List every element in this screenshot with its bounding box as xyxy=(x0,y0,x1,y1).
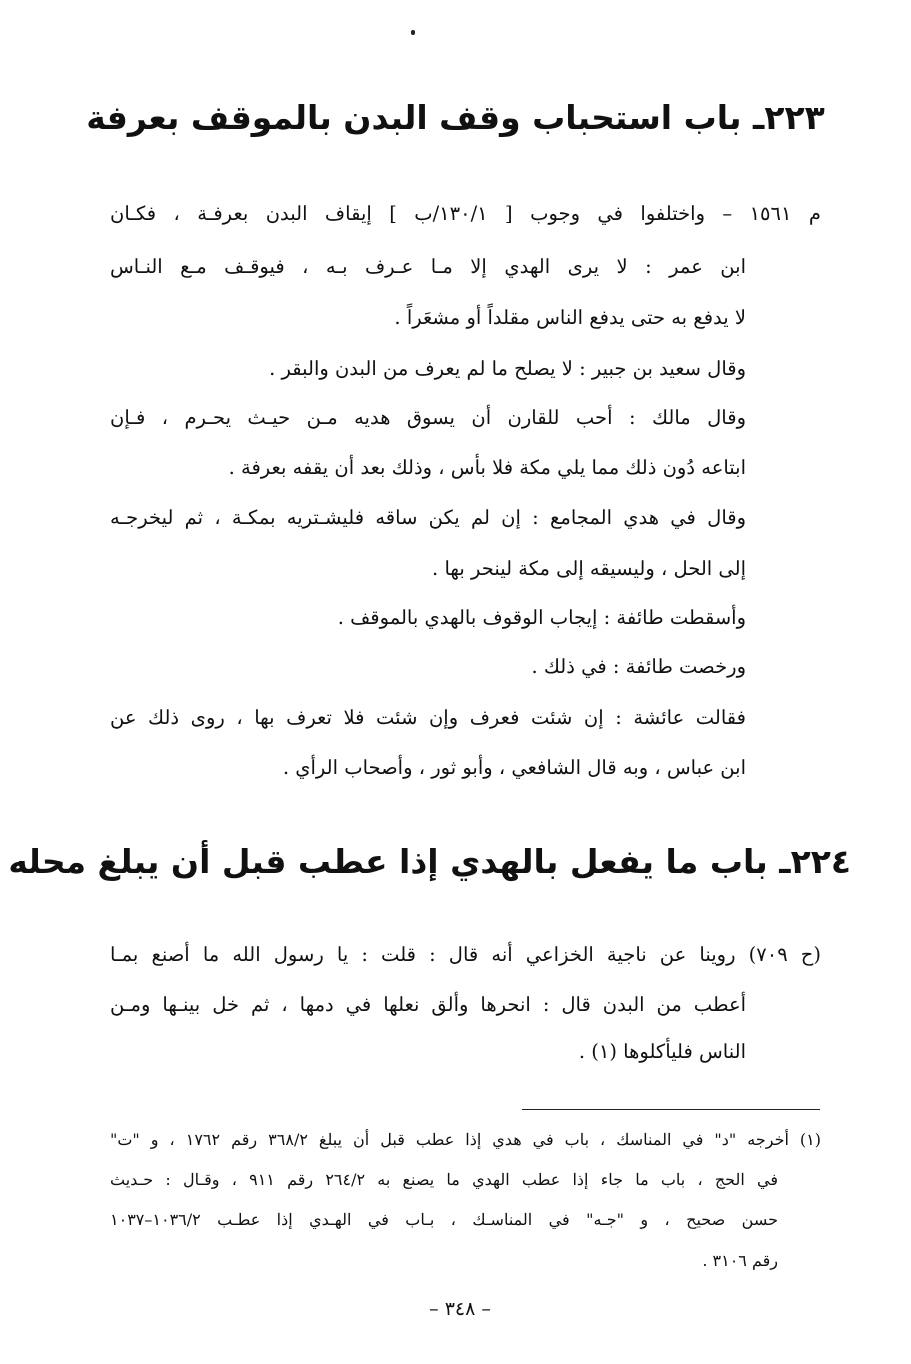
header-dot xyxy=(411,30,415,35)
text-line: وقال في هدي المجامع : إن لم يكن ساقه فليشـتريه بمكـة ، ثم ليخرجـه xyxy=(110,506,746,529)
text-line: وأسقطت طائفة : إيجاب الوقوف بالهدي بالموقف . xyxy=(337,606,746,629)
text-line: ورخصت طائفة : في ذلك . xyxy=(531,655,746,678)
text-line: لا يدفع به حتى يدفع الناس مقلداً أو مشعَراً . xyxy=(394,306,746,329)
text-line: وقال مالك : أحب للقارن أن يسوق هديه مـن حيـث يحـرم ، فـإن xyxy=(110,406,746,429)
footnote-line: (١) أخرجه "د" في المناسك ، باب في هدي إذا عطب قبل أن يبلغ ٣٦٨/٢ رقم ١٧٦٢ ، و "ت" xyxy=(110,1130,822,1149)
chapter-heading-224: ٢٢٤ـ باب ما يفعل بالهدي إذا عطب قبل أن يبلغ محله xyxy=(8,842,851,881)
text-line: فقالت عائشة : إن شئت فعرف وإن شئت فلا تعرف بها ، روى ذلك عن xyxy=(110,706,746,729)
text-line: أعطب من البدن قال : انحرها وألق نعلها في دمها ، ثم خل بينـها ومـن xyxy=(110,993,746,1016)
text-line: م ١٥٦١ – واختلفوا في وجوب [ ١٣٠/١/ب ] إيقاف البدن بعرفـة ، فكـان xyxy=(110,202,821,225)
footnote-line: حسن صحيح ، و "جـه" في المناسـك ، بـاب في الهـدي إذا عطـب ١٠٣٦/٢–١٠٣٧ xyxy=(110,1210,778,1229)
text-line: (ح ٧٠٩) روينا عن ناجية الخزاعي أنه قال : قلت : يا رسول الله ما أصنع بمـا xyxy=(110,943,821,966)
text-line: ابتاعه دُون ذلك مما يلي مكة فلا بأس ، وذلك بعد أن يقفه بعرفة . xyxy=(228,456,746,479)
text-line: إلى الحل ، وليسيقه إلى مكة لينحر بها . xyxy=(432,557,746,580)
text-line: الناس فليأكلوها (١) . xyxy=(578,1040,746,1063)
text-line: ابن عباس ، وبه قال الشافعي ، وأبو ثور ، وأصحاب الرأي . xyxy=(282,756,746,779)
footnote-divider xyxy=(522,1109,820,1110)
page-number: – ٣٤٨ – xyxy=(429,1298,491,1320)
footnote-line: رقم ٣١٠٦ . xyxy=(702,1251,778,1270)
footnote-line: في الحج ، باب ما جاء إذا عطب الهدي ما يصنع به ٢٦٤/٢ رقم ٩١١ ، وقـال : حـديث xyxy=(110,1170,778,1189)
chapter-heading-223: ٢٢٣ـ باب استحباب وقف البدن بالموقف بعرفة xyxy=(86,98,825,137)
text-line: وقال سعيد بن جبير : لا يصلح ما لم يعرف من البدن والبقر . xyxy=(269,357,746,380)
text-line: ابن عمر : لا يرى الهدي إلا مـا عـرف بـه ، فيوقـف مـع النـاس xyxy=(110,255,746,278)
